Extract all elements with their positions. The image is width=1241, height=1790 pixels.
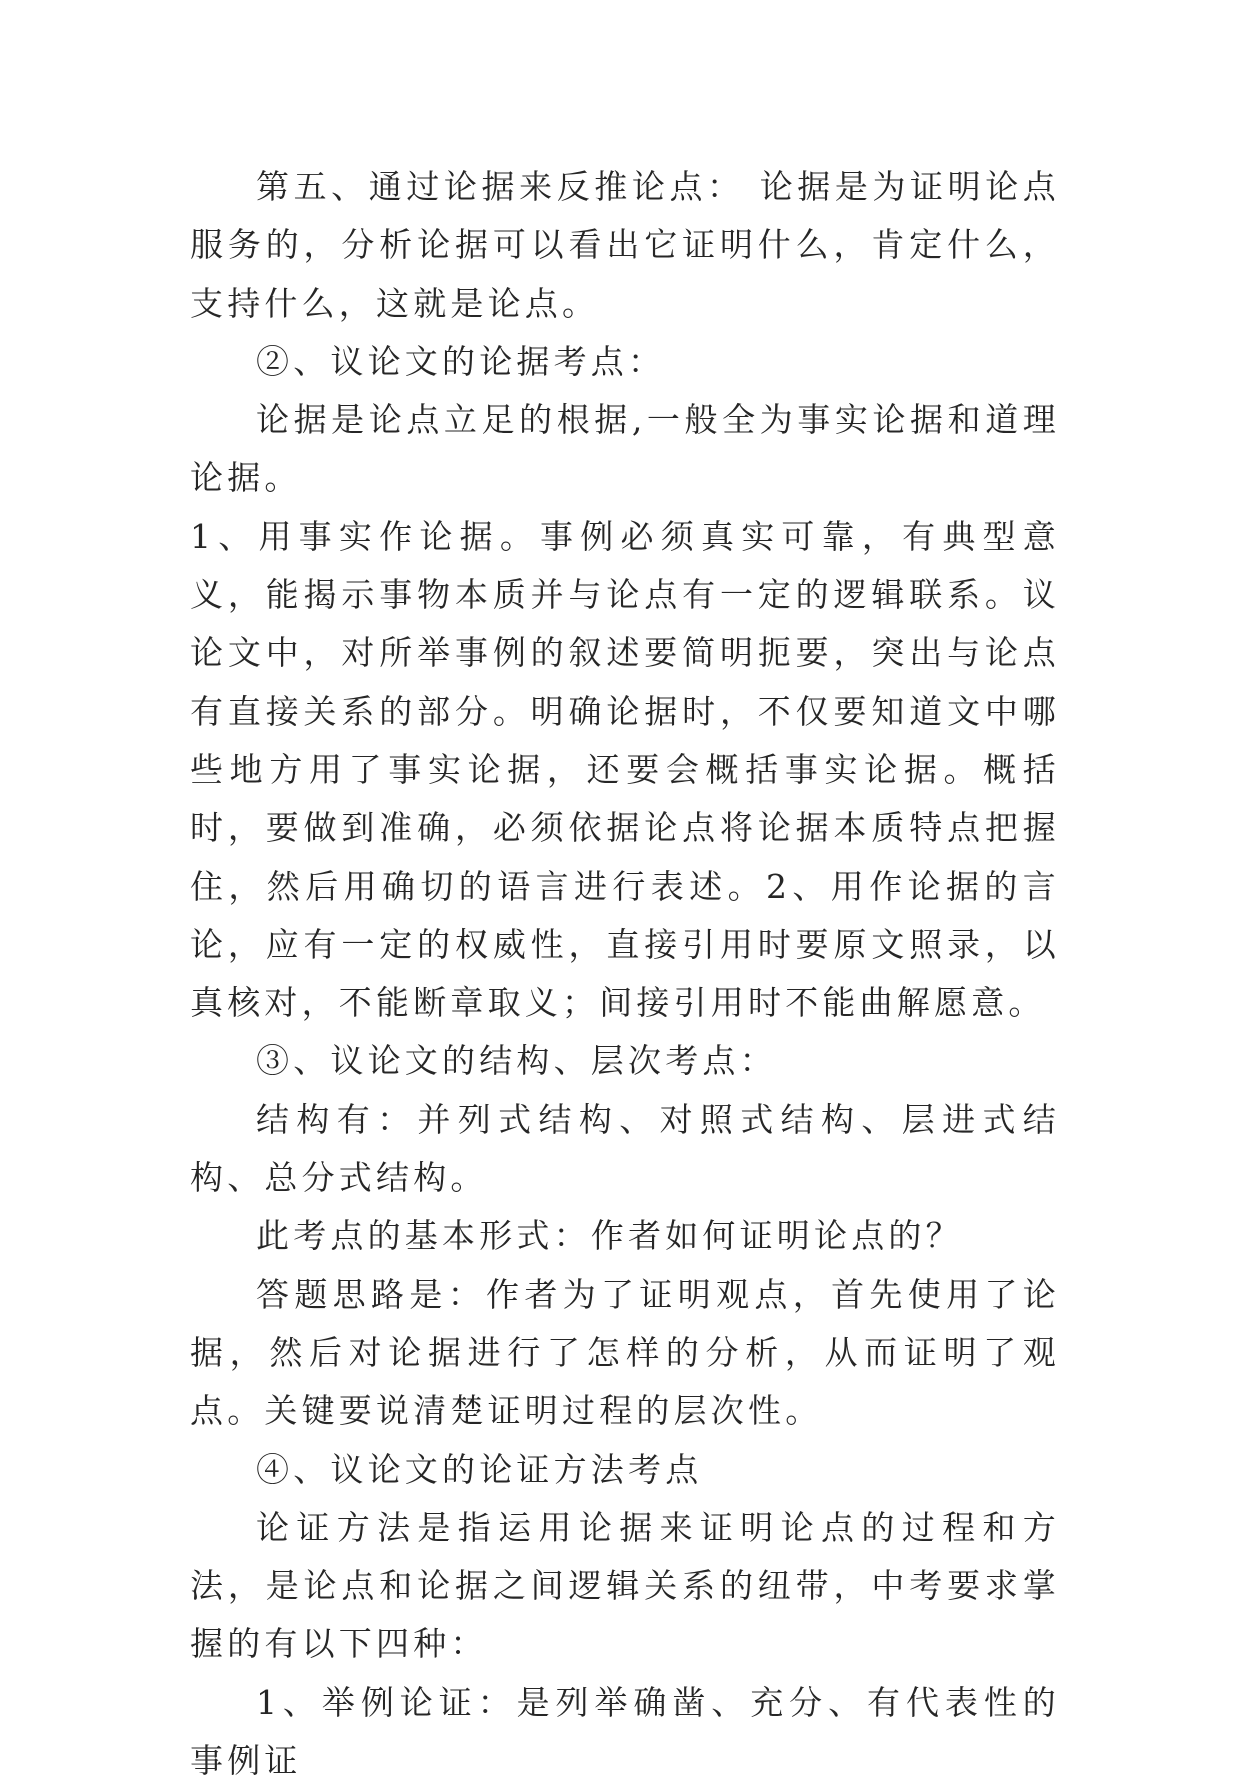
heading-argument-method-point: ④、议论文的论证方法考点 — [256, 1449, 703, 1489]
paragraph-method-definition: 论证方法是指运用论据来证明论点的过程和方法，是论点和论据之间逻辑关系的纽带，中考要求掌握的有以下四种： — [190, 1507, 1060, 1664]
paragraph-answer-approach: 答题思路是：作者为了证明观点，首先使用了论据，然后对论据进行了怎样的分析，从而证明了观点。关键要说清楚证明过程的层次性。 — [190, 1274, 1060, 1431]
paragraph-question-form: 此考点的基本形式：作者如何证明论点的？ — [256, 1216, 963, 1256]
paragraph-evidence-definition: 论据是论点立足的根据,一般全为事实论据和道理论据。 — [190, 400, 1060, 498]
paragraph-structure-types: 结构有：并列式结构、对照式结构、层进式结构、总分式结构。 — [190, 1099, 1060, 1198]
heading-evidence-point: ②、议论文的论据考点： — [256, 341, 666, 381]
paragraph-argument-inference: 第五、通过论据来反推论点： 论据是为证明论点服务的，分析论据可以看出它证明什么，肯定什么，支持什么，这就是论点。 — [190, 167, 1060, 323]
heading-structure-point: ③、议论文的结构、层次考点： — [256, 1041, 777, 1081]
paragraph-example-argument: 1、举例论证：是列举确凿、充分、有代表性的事例证 — [190, 1682, 1060, 1781]
document-body — [190, 158, 1060, 1790]
paragraph-evidence-types: 1、用事实作论据。事例必须真实可靠，有典型意义，能揭示事物本质并与论点有一定的逻辑联系。议论文中，对所举事例的叙述要简明扼要，突出与论点有直接关系的部分。明确论据时，不仅要知道文中哪些地方用了事实论据，还要会概括事实论据。概括时，要做到准确，必须依据论点将论据本质特点把握住，然后用确切的语言进行表述。2、用作论据的言论，应有一定的权威性，直接引用时要原文照录，以真核对，不能断章取义；间接引用时不能曲解愿意。 — [190, 516, 1060, 1023]
